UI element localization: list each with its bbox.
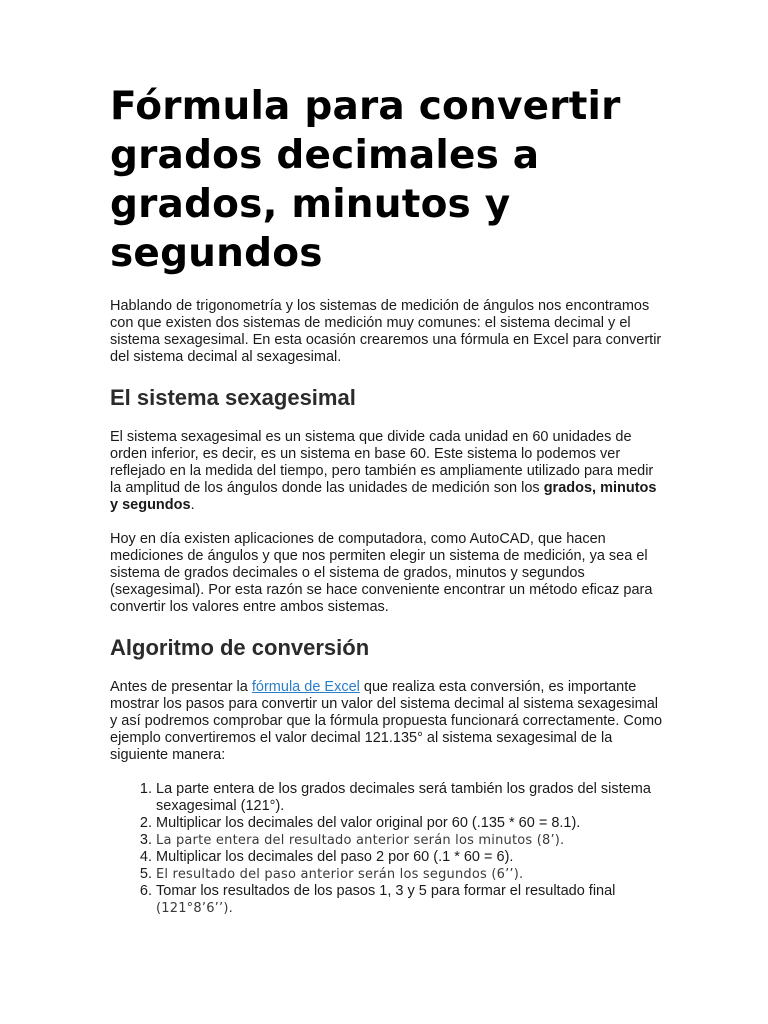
intro-paragraph: Hablando de trigonometría y los sistemas de medición de ángulos nos encontramos con que existen dos sistemas de medición muy comunes: el sistema decimal y el sistema sexagesimal. En esta ocasión crearemos una fórmula en Excel para convertir del sistema decimal al sexagesimal. [110,298,662,365]
sexagesimal-paragraph-1-bold: grados, minutos y segundos [110,480,657,513]
section-heading-algoritmo: Algoritmo de conversión [110,635,370,660]
list-item: 1. La parte entera de los grados decimales será también los grados del sistema sexagesimal (121°). [156,781,668,815]
page-title: Fórmula para convertir grados decimales a grados, minutos y segundos [110,84,621,276]
sexagesimal-paragraph-1-text: El sistema sexagesimal es un sistema que divide cada unidad en 60 unidades de orden inferior, es decir, es un sistema en base 60. Este sistema lo podemos ver reflejado en la medida del tiempo, pero también es ampliamente utilizado para medir la amplitud de los ángulos donde las unidades de medición son los [110,429,654,496]
excel-formula-link[interactable]: fórmula de Excel [251,679,360,695]
sexagesimal-paragraph-2: Hoy en día existen aplicaciones de computadora, como AutoCAD, que hacen mediciones de ángulos y que nos permiten elegir un sistema de medición, ya sea el sistema de grados decimales o el sistema de grados, minutos y segundos (sexagesimal). Por esta razón se hace conveniente encontrar un método eficaz para convertir los valores entre ambos sistemas. [110,531,653,615]
list-item [156,883,668,917]
conversion-steps-list [110,781,668,917]
sexagesimal-paragraph-1-end: . [190,497,195,513]
sexagesimal-paragraph-1 [110,429,668,514]
algoritmo-paragraph-before: Antes de presentar la [110,679,252,695]
list-item: 4. Multiplicar los decimales del paso 2 por 60 (.1 * 60 = 6). [156,849,668,866]
list-item: 2. Multiplicar los decimales del valor original por 60 (.135 * 60 = 8.1). [156,815,668,832]
algoritmo-paragraph [110,679,668,764]
list-item-text: Tomar los resultados de los pasos 1, 3 y 5 para formar el resultado final [156,883,616,899]
list-item-text: La parte entera del resultado anterior serán los minutos (8’). [156,833,565,848]
list-item [156,832,668,849]
list-item-text: El resultado del paso anterior serán los segundos (6’’). [156,867,524,882]
list-item-result: (121°8’6’’). [156,901,233,916]
list-item [156,866,668,883]
algoritmo-paragraph-after: que realiza esta conversión, es importante mostrar los pasos para convertir un valor del sistema decimal al sistema sexagesimal y así podremos comprobar que la fórmula propuesta funcionará correctamente. Como ejemplo convertiremos el valor decimal 121.135° al sistema sexagesimal de la siguiente manera: [110,679,663,763]
section-heading-sexagesimal: El sistema sexagesimal [110,385,356,410]
